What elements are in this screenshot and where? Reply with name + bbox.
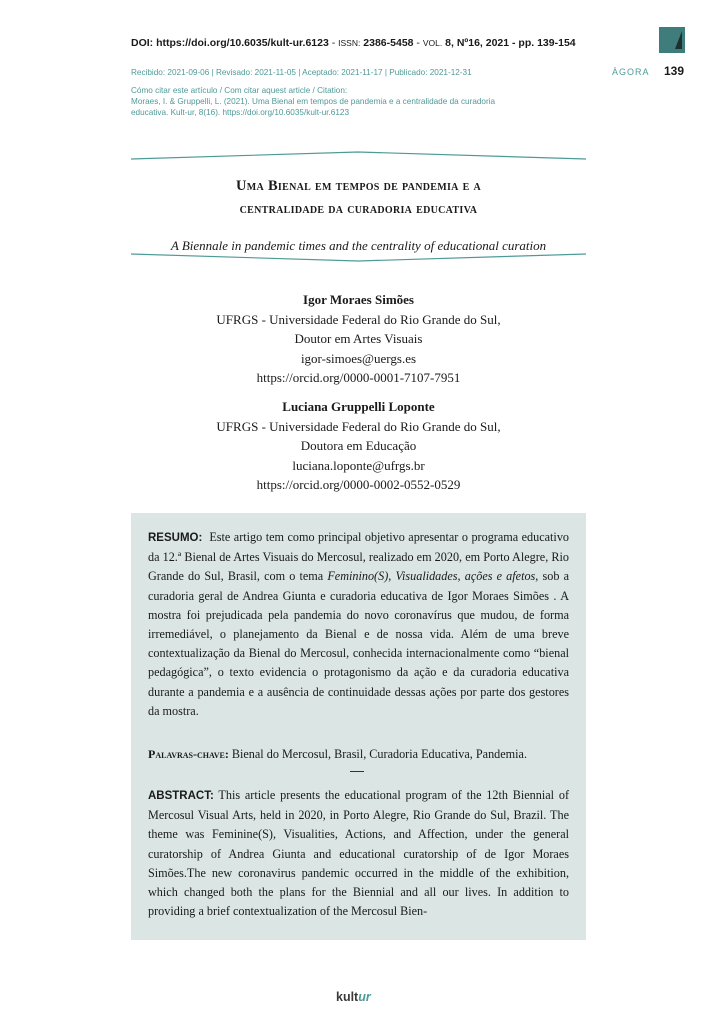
vol-value: 8, Nº16, 2021 - pp. 139-154 — [445, 37, 576, 49]
title-bottom-rule — [131, 253, 586, 263]
section-name: ÀGORA — [612, 67, 650, 77]
author-email[interactable]: luciana.loponte@ufrgs.br — [292, 457, 425, 473]
citation-line: Cómo citar este artículo / Com citar aquest article / Citation: — [131, 86, 348, 95]
publication-dates: Recibido: 2021-09-06 | Revisado: 2021-11-05 | Aceptado: 2021-11-17 | Publicado: 2021-12-31 — [131, 68, 472, 77]
author-name: Igor Moraes Simões — [303, 292, 414, 307]
article-title — [131, 175, 586, 221]
author-name: Luciana Gruppelli Loponte — [282, 399, 435, 414]
footer-brand-b: ur — [358, 990, 371, 1004]
author-degree: Doutor em Artes Visuais — [294, 331, 423, 346]
author-block — [131, 397, 586, 495]
doi-link[interactable]: https://doi.org/10.6035/kult-ur.6123 — [156, 37, 329, 49]
article-subtitle: A Biennale in pandemic times and the centrality of educational curation — [170, 238, 547, 253]
author-affiliation: UFRGS - Universidade Federal do Rio Grande do Sul, — [216, 311, 501, 327]
resumo-theme: Feminino(S), Visualidades, ações e afetos — [327, 569, 536, 584]
resumo-label: RESUMO: — [148, 532, 203, 544]
author-email[interactable]: igor-simoes@uergs.es — [300, 350, 417, 366]
keywords-label: Palavras-chave: — [148, 747, 229, 761]
doi-label: DOI: — [131, 37, 154, 49]
author-orcid[interactable]: https://orcid.org/0000-0002-0552-0529 — [256, 477, 461, 492]
resumo-paragraph — [148, 528, 569, 721]
author-block — [131, 290, 586, 388]
resumo-text-b: , sob a curadoria geral de Andrea Giunta e curadoria educativa de Igor Moraes Simões . A mostra foi prejudicada pela pandemia do novo coronavírus que mudou, de forma irremediável, o planejamento da Bienal e de nossa vida. Além de uma breve contextualização da Bienal do Mercosul, conhecida internacionalmente como “bienal pedagógica”, o texto evidencia o protagonismo da ação e da curadoria educativa durante a pandemia e a ausência de continuidade dessas ações por parte dos gestores da mostra. — [148, 569, 569, 718]
issn-value: 2386-5458 — [363, 37, 414, 49]
author-orcid[interactable]: https://orcid.org/0000-0001-7107-7951 — [256, 370, 461, 385]
resumo-text-a: Este artigo tem como principal objetivo apresentar o programa educativo da 12.ª Bienal de Artes Visuais do Mercosul, realizado em 2020, em Porto Alegre, Rio Grande do Sul, Brasil, com o tema — [148, 530, 570, 584]
issn-label: ISSN: — [338, 38, 361, 48]
citation-line[interactable]: educativa. Kult-ur, 8(16). https://doi.org/10.6035/kult-ur.6123 — [131, 108, 350, 117]
abstract-paragraph — [148, 786, 569, 921]
author-degree: Doutora em Educação — [300, 438, 417, 453]
keywords-paragraph — [148, 745, 569, 764]
vol-label: VOL. — [422, 38, 443, 48]
journal-mark-icon — [659, 27, 685, 53]
doi-line: DOI: https://doi.org/10.6035/kult-ur.6123 - ISSN: 2386-5458 - VOL. 8, Nº16, 2021 - pp. 139-154 — [131, 37, 576, 49]
title-line-2: centralidade da curadoria educativa — [239, 201, 478, 217]
footer-brand-a: kult — [336, 990, 359, 1004]
footer-logo — [336, 990, 371, 1004]
section-divider — [350, 771, 364, 772]
title-top-rule — [131, 150, 586, 160]
author-affiliation: UFRGS - Universidade Federal do Rio Grande do Sul, — [216, 418, 501, 434]
abstract-text: This article presents the educational program of the 12th Biennial of Mercosul Visual Arts, held in 2020, in Porto Alegre, Rio Grande do Sul, Brazil. The theme was Feminine(S), Visualities, Actions, and Affection, under the general curatorship of Andrea Giunta and educational curatorship of de Igor Moraes Simões.The new coronavirus pandemic occurred in the middle of the exhibition, which changed both the plans for the Biennial and all our lives. In addition to providing a brief contextualization of the Mercosul Bien- — [148, 788, 569, 919]
abstract-label: ABSTRACT: — [148, 790, 214, 802]
citation-line: Moraes, I. & Gruppelli, L. (2021). Uma Bienal em tempos de pandemia e a centralidade da curadoria — [131, 97, 496, 106]
page-number: 139 — [664, 64, 685, 78]
citation-block — [131, 85, 591, 118]
title-line-1: Uma Bienal em tempos de pandemia e a — [235, 178, 482, 194]
keywords-text: Bienal do Mercosul, Brasil, Curadoria Educativa, Pandemia. — [231, 747, 528, 761]
